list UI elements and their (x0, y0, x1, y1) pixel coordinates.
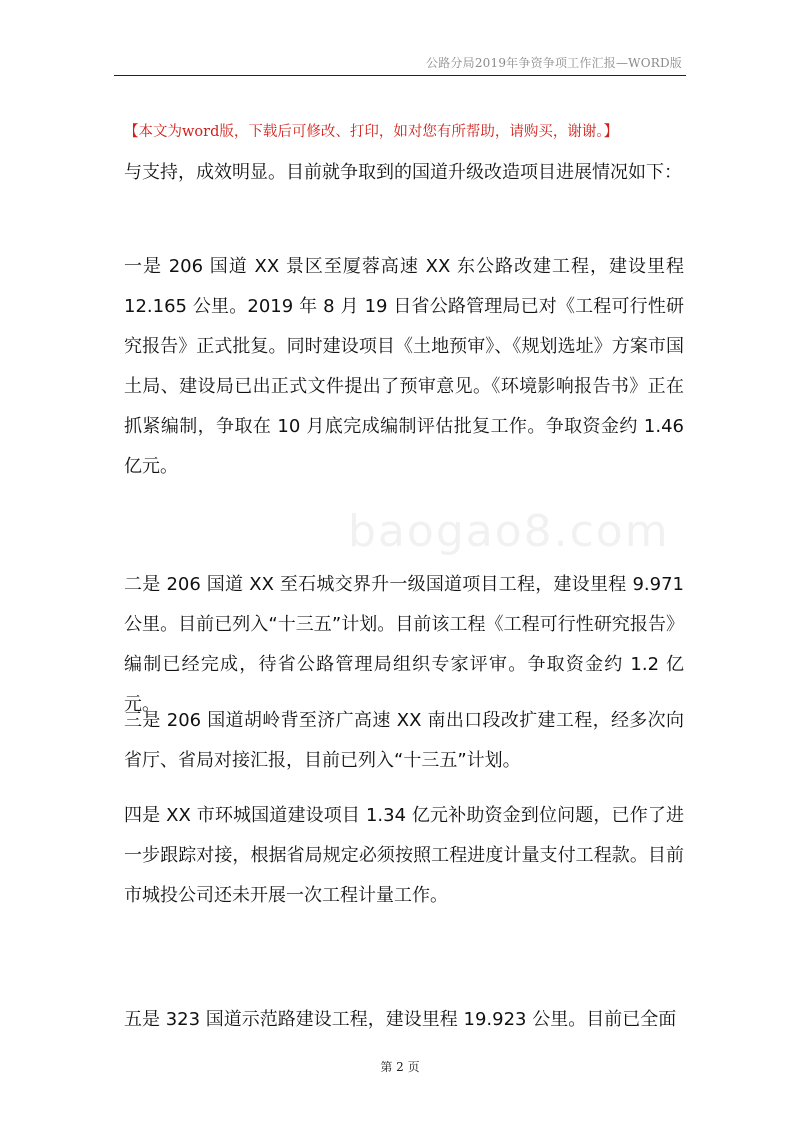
page-number: 第 2 页 (380, 1060, 420, 1074)
paragraph-item-1: 一是 206 国道 XX 景区至厦蓉高速 XX 东公路改建工程，建设里程 12.165 公里。2019 年 8 月 19 日省公路管理局已对《工程可行性研究报告》正式批复。同时建设项目《土地预审》、《规划选址》方案市国土局、建设局已出正式文件提出了预审意见。《环境影响报告书》正在抓紧编制，争取在 10 月底完成编制评估批复工作。争取资金约 1.46 亿元。 (124, 256, 684, 477)
paragraph-item-4: 四是 XX 市环城国道建设项目 1.34 亿元补助资金到位问题，已作了进一步跟踪对接，根据省局规定必须按照工程进度计量支付工程款。目前市城投公司还未开展一次工程计量工作。 (124, 805, 684, 906)
paragraph-intro: 与支持，成效明显。目前就争取到的国道升级改造项目进展情况如下： (124, 162, 682, 183)
download-notice: 【本文为word版，下载后可修改、打印，如对您有所帮助，请购买，谢谢。】 (124, 124, 619, 140)
watermark: baogao8.com (348, 506, 670, 557)
document-header-title: 公路分局2019年争资争项工作汇报—WORD版 (426, 56, 682, 70)
paragraph-item-3: 三是 206 国道胡岭背至济广高速 XX 南出口段改扩建工程，经多次向省厅、省局对接汇报，目前已列入“十三五”计划。 (124, 710, 684, 771)
paragraph-item-5: 五是 323 国道示范路建设工程，建设里程 19.923 公里。目前已全面 (124, 1009, 677, 1030)
header-divider (114, 75, 686, 76)
paragraph-item-2: 二是 206 国道 XX 至石城交界升一级国道项目工程，建设里程 9.971 公里。目前已列入“十三五”计划。目前该工程《工程可行性研究报告》编制已经完成，待省公路管理局组织专家评审。争取资金约 1.2 亿元。 (124, 574, 684, 715)
